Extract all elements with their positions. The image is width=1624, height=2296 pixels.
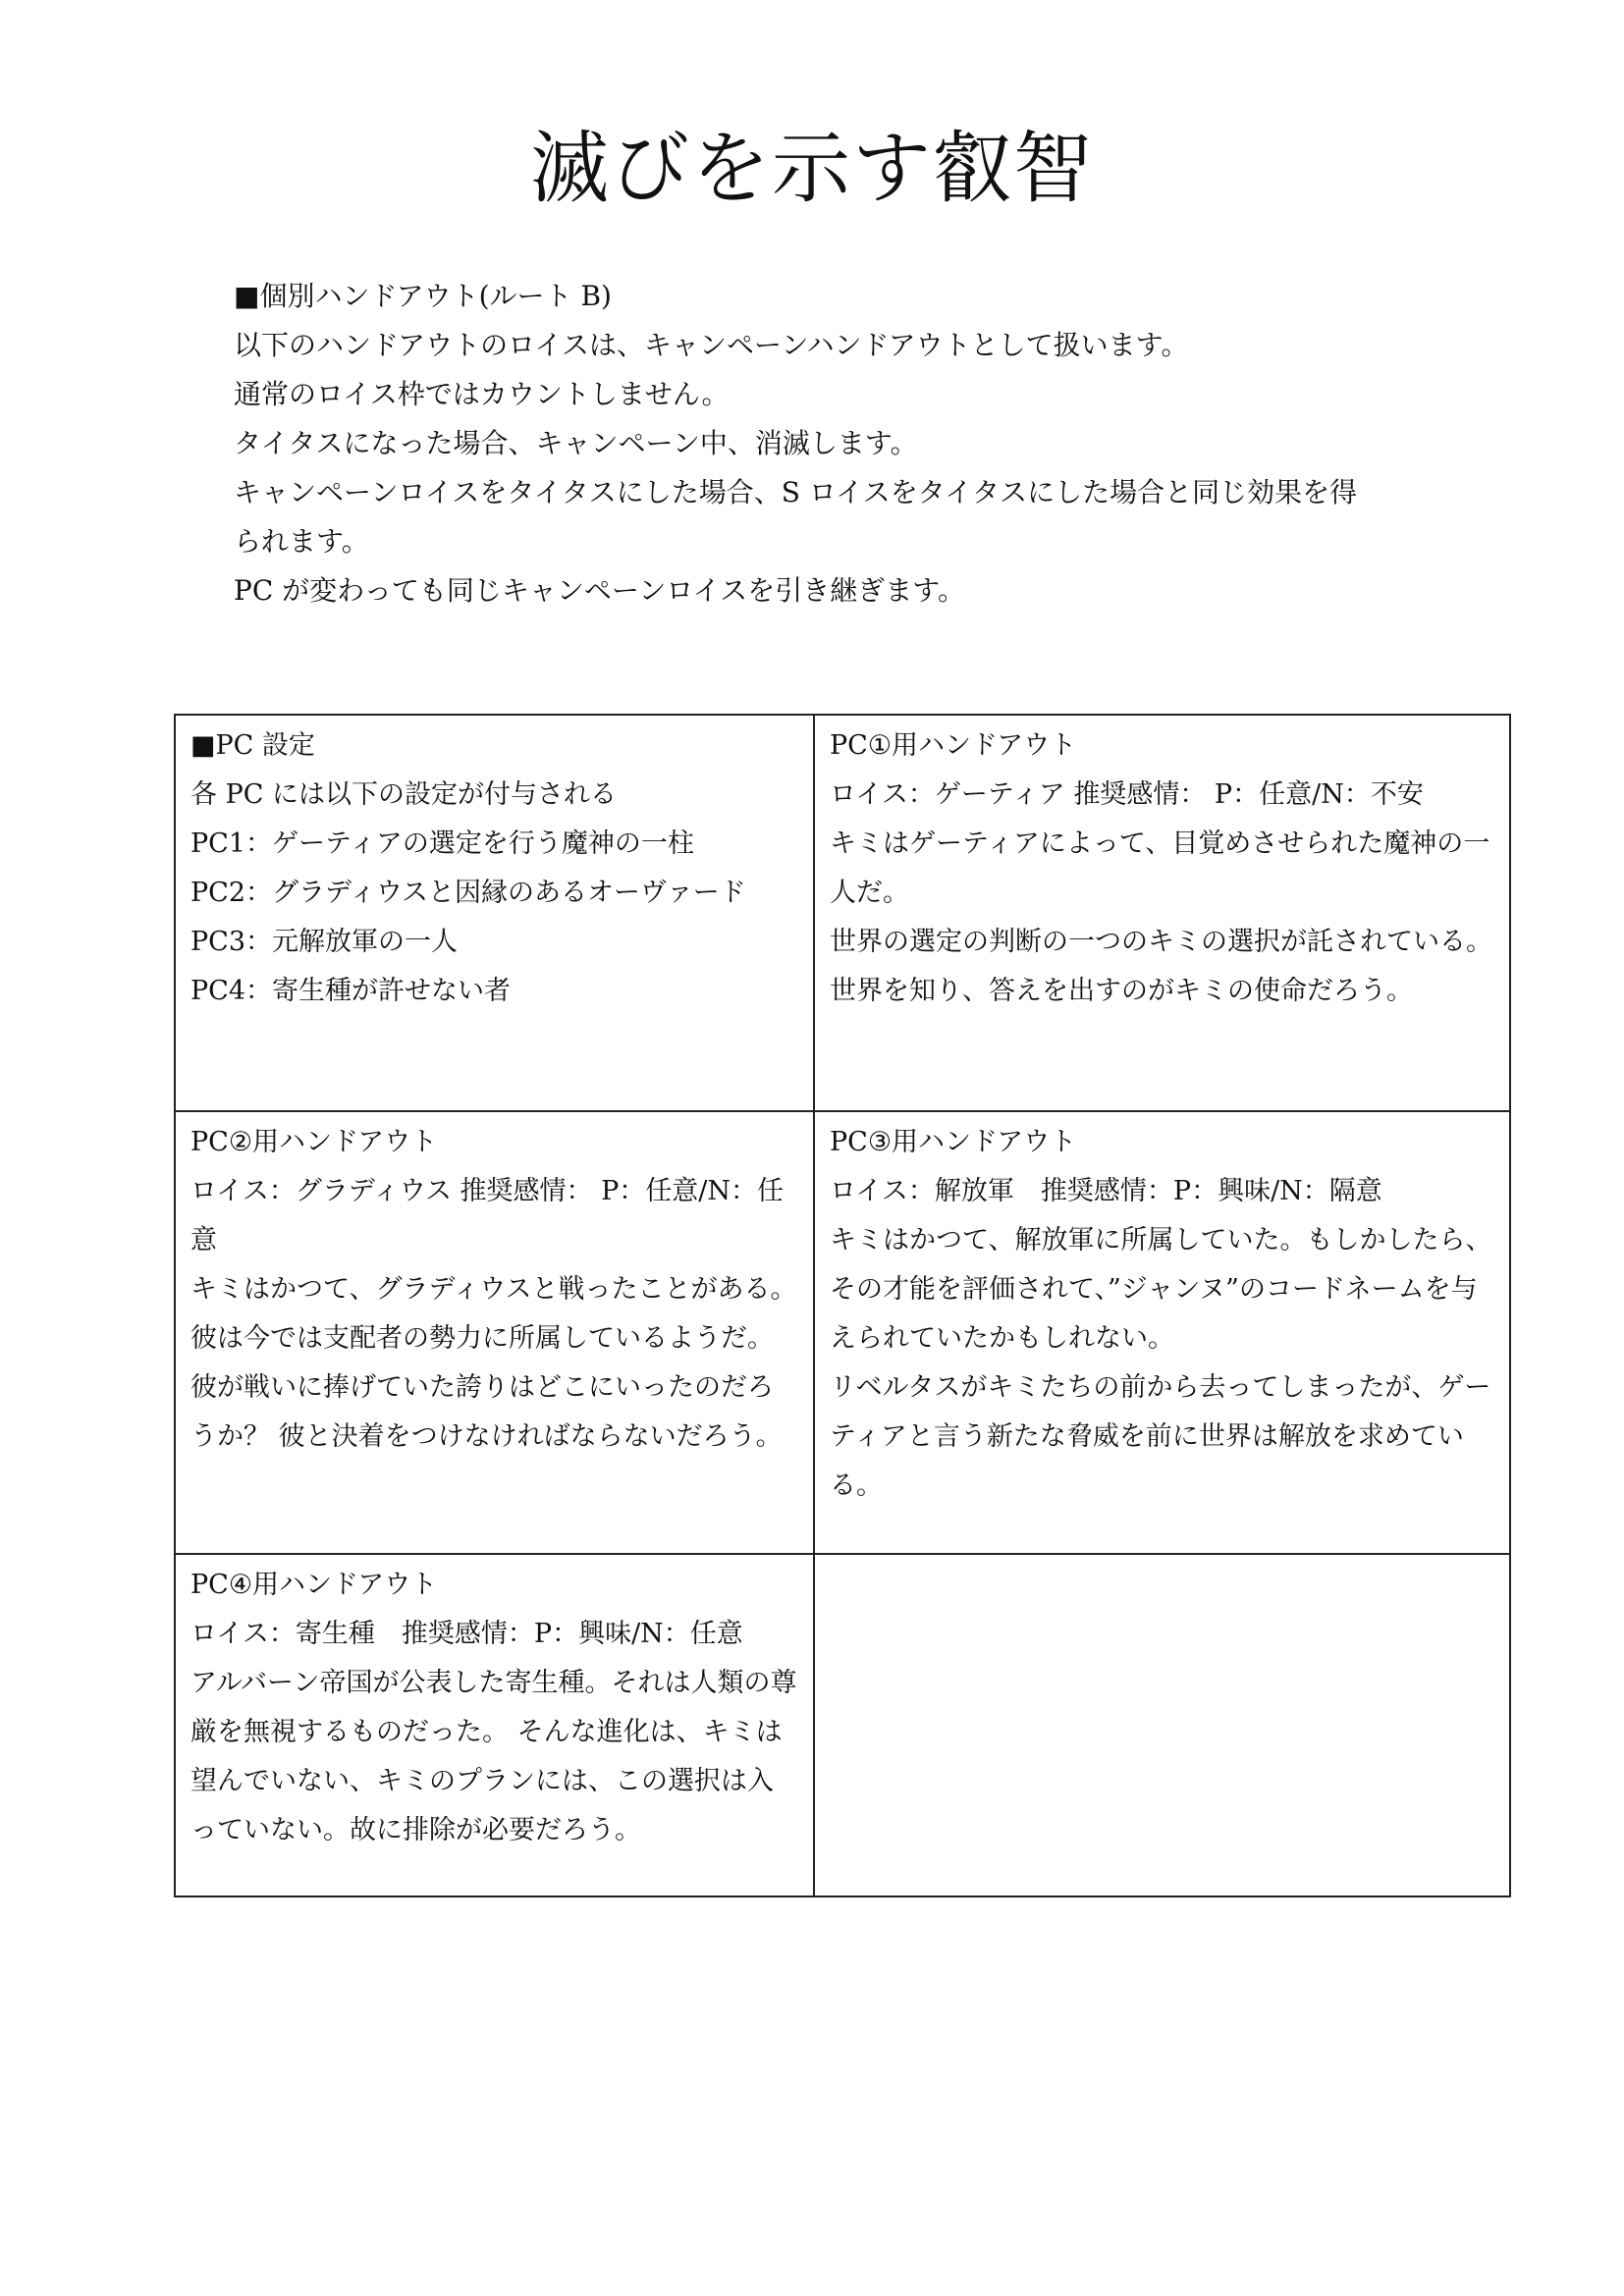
- pc1-heading: PC①用ハンドアウト: [830, 730, 1077, 761]
- pc3-heading: PC③用ハンドアウト: [830, 1127, 1077, 1157]
- empty-cell: [815, 1553, 1509, 1896]
- intro-line: キャンペーンロイスをタイタスにした場合、S ロイスをタイタスにした場合と同じ効果を得: [234, 476, 1358, 508]
- pc2-handout-cell: [176, 1110, 815, 1553]
- pc1-lois: ロイス：ゲーティア 推奨感情： P：任意/N：不安: [830, 779, 1424, 810]
- handout-table: [174, 714, 1511, 1897]
- pc-settings-heading: ■PC 設定: [190, 730, 315, 761]
- pc2-lois: ロイス：グラディウス 推奨感情： P：任意/N：任意: [190, 1176, 785, 1255]
- intro-heading: ■個別ハンドアウト(ルート B): [234, 280, 612, 312]
- intro-line: タイタスになった場合、キャンペーン中、消滅します。: [234, 427, 918, 459]
- pc2-body: キミはかつて、グラディウスと戦ったことがある。彼は今では支配者の勢力に所属しているようだ。 彼が戦いに捧げていた誇りはどこにいったのだろうか？ 彼と決着をつけなければならないだろう。: [190, 1274, 797, 1452]
- pc4-heading: PC④用ハンドアウト: [190, 1570, 438, 1600]
- pc4-body: アルバーン帝国が公表した寄生種。それは人類の尊厳を無視するものだった。 そんな進化は、キミは望んでいない、キミのプランには、この選択は入っていない。故に排除が必要だろう。: [190, 1668, 797, 1845]
- document-title: 滅びを示す叡智: [530, 123, 1094, 214]
- pc3-handout-cell: [815, 1110, 1509, 1553]
- intro-section: [234, 272, 1412, 615]
- pc-settings-line: 各 PC には以下の設定が付与される: [190, 779, 617, 810]
- intro-line: られます。: [234, 525, 369, 558]
- intro-line: 通常のロイス枠ではカウントしません。: [234, 378, 730, 410]
- pc3-body: リベルタスがキミたちの前から去ってしまったが、ゲーティアと言う新たな脅威を前に世界は解放を求めている。: [830, 1372, 1491, 1501]
- intro-line: PC が変わっても同じキャンペーンロイスを引き継ぎます。: [234, 574, 965, 607]
- pc1-body: 世界を知り、答えを出すのがキミの使命だろう。: [830, 976, 1413, 1006]
- pc-settings-cell: [176, 716, 815, 1110]
- pc2-heading: PC②用ハンドアウト: [190, 1127, 438, 1157]
- pc-settings-line: PC3：元解放軍の一人: [190, 927, 459, 957]
- pc-settings-line: PC2：グラディウスと因縁のあるオーヴァード: [190, 878, 746, 908]
- pc-settings-line: PC1：ゲーティアの選定を行う魔神の一柱: [190, 828, 694, 859]
- pc3-body: キミはかつて、解放軍に所属していた。もしかしたら、その才能を評価されて、”ジャンヌ”のコードネームを与えられていたかもしれない。: [830, 1225, 1492, 1354]
- pc1-body: キミはゲーティアによって、目覚めさせられた魔神の一人だ。: [830, 828, 1490, 908]
- pc1-handout-cell: [815, 716, 1509, 1110]
- pc3-lois: ロイス：解放軍 推奨感情：P：興味/N：隔意: [830, 1176, 1382, 1206]
- intro-line: 以下のハンドアウトのロイスは、キャンペーンハンドアウトとして扱います。: [234, 329, 1189, 361]
- pc1-body: 世界の選定の判断の一つのキミの選択が託されている。: [830, 927, 1492, 957]
- pc4-handout-cell: [176, 1553, 815, 1896]
- pc-settings-line: PC4：寄生種が許せない者: [190, 976, 512, 1006]
- pc4-lois: ロイス：寄生種 推奨感情：P：興味/N：任意: [190, 1619, 743, 1649]
